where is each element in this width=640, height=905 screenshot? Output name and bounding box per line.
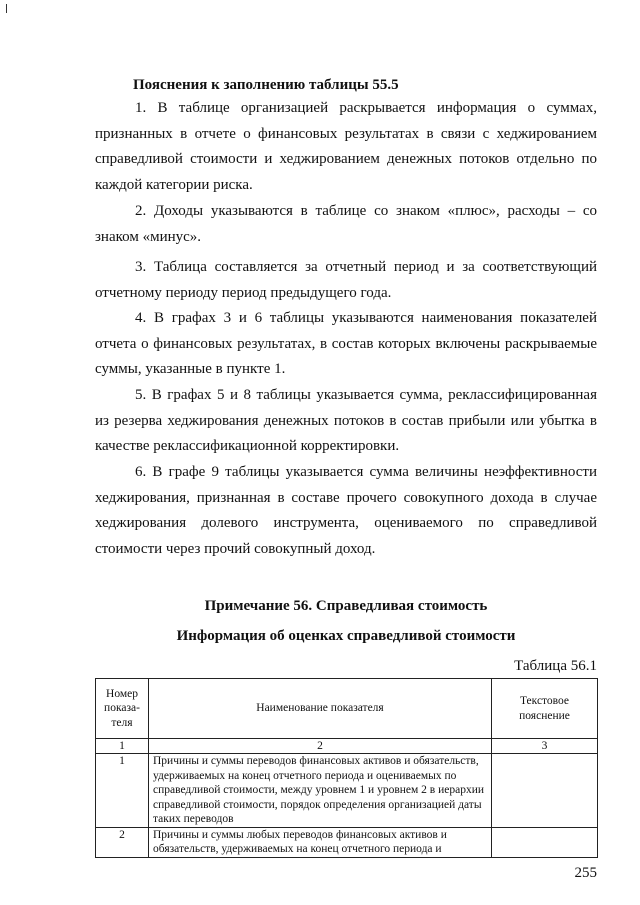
- table-row: [96, 754, 598, 828]
- header-number: Номер показа-теля: [96, 679, 149, 739]
- paragraph-4: 4. В графах 3 и 6 таблицы указываются наименования показателей отчета о финансовых результатах, в состав которых включены раскрываемые суммы, указанные в пункте 1.: [95, 310, 597, 377]
- index-cell: 3: [492, 739, 598, 754]
- table-label: Таблица 56.1: [514, 658, 597, 674]
- paragraph-5: 5. В графах 5 и 8 таблицы указывается сумма, реклассифицированная из резерва хеджирования денежных потоков в состав прибыли или убытка в качестве реклассификационной корректировки.: [95, 387, 597, 454]
- paragraph-1: 1. В таблице организацией раскрывается информация о суммах, признанных в отчете о финансовых результатах в связи с хеджированием справедливой стоимости и хеджированием денежных потоков отдельно по каждой категории риска.: [95, 100, 597, 193]
- table-header-row: [96, 679, 598, 739]
- paragraph-2: 2. Доходы указываются в таблице со знаком «плюс», расходы – со знаком «минус».: [95, 203, 597, 245]
- index-cell: 2: [149, 739, 492, 754]
- fair-value-table: [95, 678, 598, 858]
- page-number: 255: [574, 865, 597, 881]
- paragraph-3: 3. Таблица составляется за отчетный период и за соответствующий отчетному периоду период предыдущего года.: [95, 259, 597, 301]
- row-note: [492, 754, 598, 828]
- row-name: Причины и суммы любых переводов финансовых активов и обязательств, удерживаемых на конец отчетного периода и: [149, 827, 492, 857]
- table-index-row: [96, 739, 598, 754]
- paragraph-6: 6. В графе 9 таблицы указывается сумма величины неэффективности хеджирования, признанная в составе прочего совокупного дохода в случае хеджирования долевого инструмента, оцениваемого по справедливой стоимости через прочий совокупный доход.: [95, 464, 597, 557]
- header-name: Наименование показателя: [149, 679, 492, 739]
- row-note: [492, 827, 598, 857]
- section-heading: Пояснения к заполнению таблицы 55.5: [133, 77, 399, 93]
- note-title: Примечание 56. Справедливая стоимость: [204, 598, 488, 614]
- index-cell: 1: [96, 739, 149, 754]
- header-note: Текстовое пояснение: [492, 679, 598, 739]
- row-number: 2: [96, 827, 149, 857]
- info-title: Информация об оценках справедливой стоимости: [176, 628, 516, 644]
- row-number: 1: [96, 754, 149, 828]
- table-row: [96, 827, 598, 857]
- row-name: Причины и суммы переводов финансовых активов и обязательств, удерживаемых на конец отчетного периода и оцениваемых по справедливой стоимости, между уровнем 1 и уровнем 2 в иерархии справедливой стоимости, порядок определения организацией даты таких переводов: [149, 754, 492, 828]
- margin-mark: [6, 4, 7, 13]
